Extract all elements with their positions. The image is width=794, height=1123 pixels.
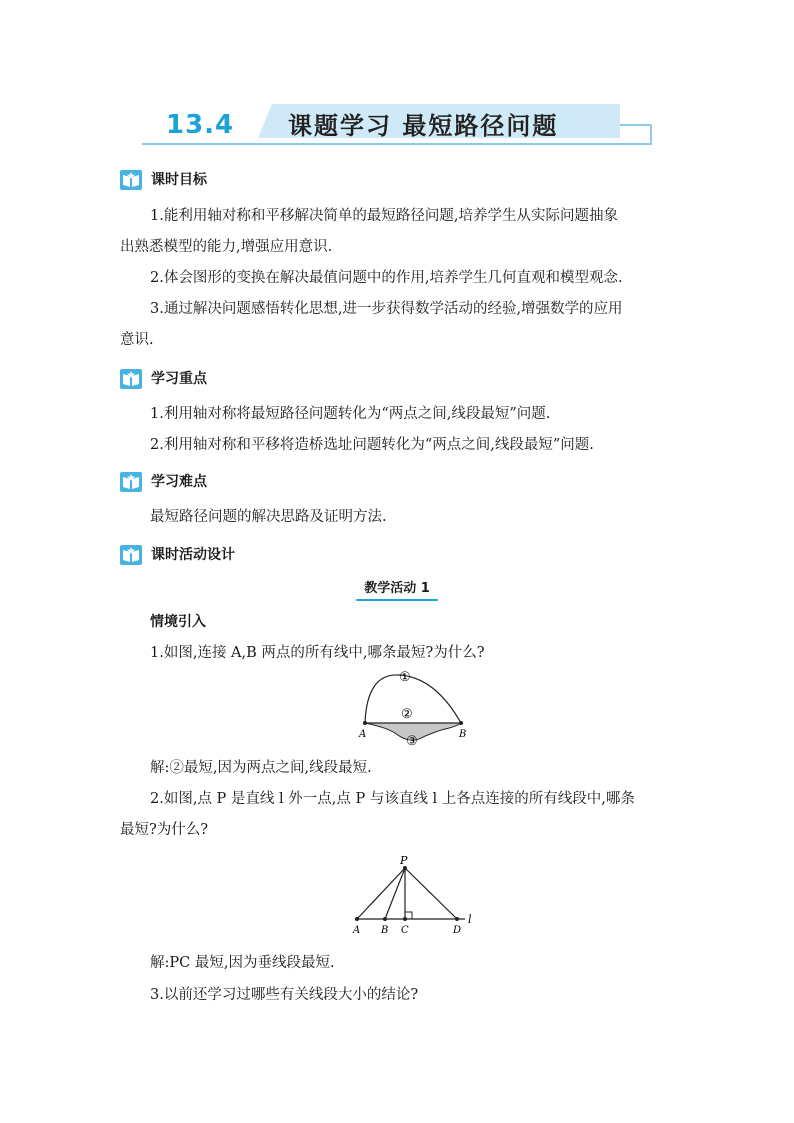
- goal-line-5: 意识.: [120, 332, 154, 348]
- label-c3: ③: [406, 734, 418, 749]
- label-d: D: [453, 925, 462, 936]
- label-c: C: [401, 925, 409, 936]
- label-l: l: [468, 913, 472, 926]
- section-difficulty-label: 学习难点: [151, 474, 207, 490]
- book-icon: [120, 369, 142, 389]
- label-b: B: [381, 925, 389, 936]
- goal-line-3: 2.体会图形的变换在解决最值问题中的作用,培养学生几何直观和模型观念.: [150, 270, 623, 286]
- activity-heading: [356, 579, 438, 601]
- intro-heading: 情境引入: [150, 614, 206, 630]
- path-1-curve: [365, 675, 461, 723]
- question-2-line-2: 最短?为什么?: [120, 822, 209, 838]
- label-p: P: [400, 854, 408, 867]
- point-a: [355, 917, 359, 921]
- label-b: B: [459, 729, 467, 740]
- label-c2: ②: [401, 707, 413, 722]
- activity-underline: [356, 599, 438, 601]
- book-icon: [120, 170, 142, 190]
- figure-1: [355, 667, 485, 749]
- point-a: [363, 721, 367, 725]
- label-a: A: [353, 925, 361, 936]
- question-2-line-1: 2.如图,点 P 是直线 l 外一点,点 P 与该直线 l 上各点连接的所有线段中,哪条: [150, 791, 635, 807]
- question-1: 1.如图,连接 A,B 两点的所有线中,哪条最短?为什么?: [150, 645, 485, 661]
- point-c: [403, 917, 407, 921]
- segment-pd: [405, 868, 457, 919]
- answer-2: 解:PC 最短,因为垂线段最短.: [150, 955, 335, 971]
- goal-line-2: 出熟悉模型的能力,增强应用意识.: [120, 239, 333, 255]
- section-goals-label: 课时目标: [151, 172, 207, 188]
- point-b: [459, 721, 463, 725]
- book-icon: [120, 545, 142, 565]
- section-number: 13.4: [166, 110, 235, 140]
- label-c1: ①: [399, 670, 411, 685]
- goal-line-4: 3.通过解决问题感悟转化思想,进一步获得数学活动的经验,增强数学的应用: [150, 301, 623, 317]
- question-3: 3.以前还学习过哪些有关线段大小的结论?: [150, 987, 419, 1003]
- activity-label: 教学活动 1: [364, 581, 430, 596]
- segment-pa: [357, 868, 405, 919]
- point-b: [383, 917, 387, 921]
- label-a: A: [359, 729, 367, 740]
- key-line-2: 2.利用轴对称和平移将造桥选址问题转化为“两点之间,线段最短”问题.: [150, 437, 594, 453]
- header-rule: [142, 143, 652, 145]
- section-design-label: 课时活动设计: [151, 547, 235, 563]
- key-line-1: 1.利用轴对称将最短路径问题转化为“两点之间,线段最短”问题.: [150, 406, 551, 422]
- header-rule-hook: [620, 124, 652, 144]
- figure-2: [345, 852, 480, 938]
- goal-line-1: 1.能利用轴对称和平移解决简单的最短路径问题,培养学生从实际问题抽象: [150, 208, 618, 224]
- point-d: [455, 917, 459, 921]
- segment-pb: [385, 868, 405, 919]
- difficulty-line-1: 最短路径问题的解决思路及证明方法.: [150, 509, 387, 525]
- book-icon: [120, 472, 142, 492]
- answer-1: 解:②最短,因为两点之间,线段最短.: [150, 760, 372, 776]
- page-title: 课题学习 最短路径问题: [288, 112, 559, 140]
- section-key-label: 学习重点: [151, 371, 207, 387]
